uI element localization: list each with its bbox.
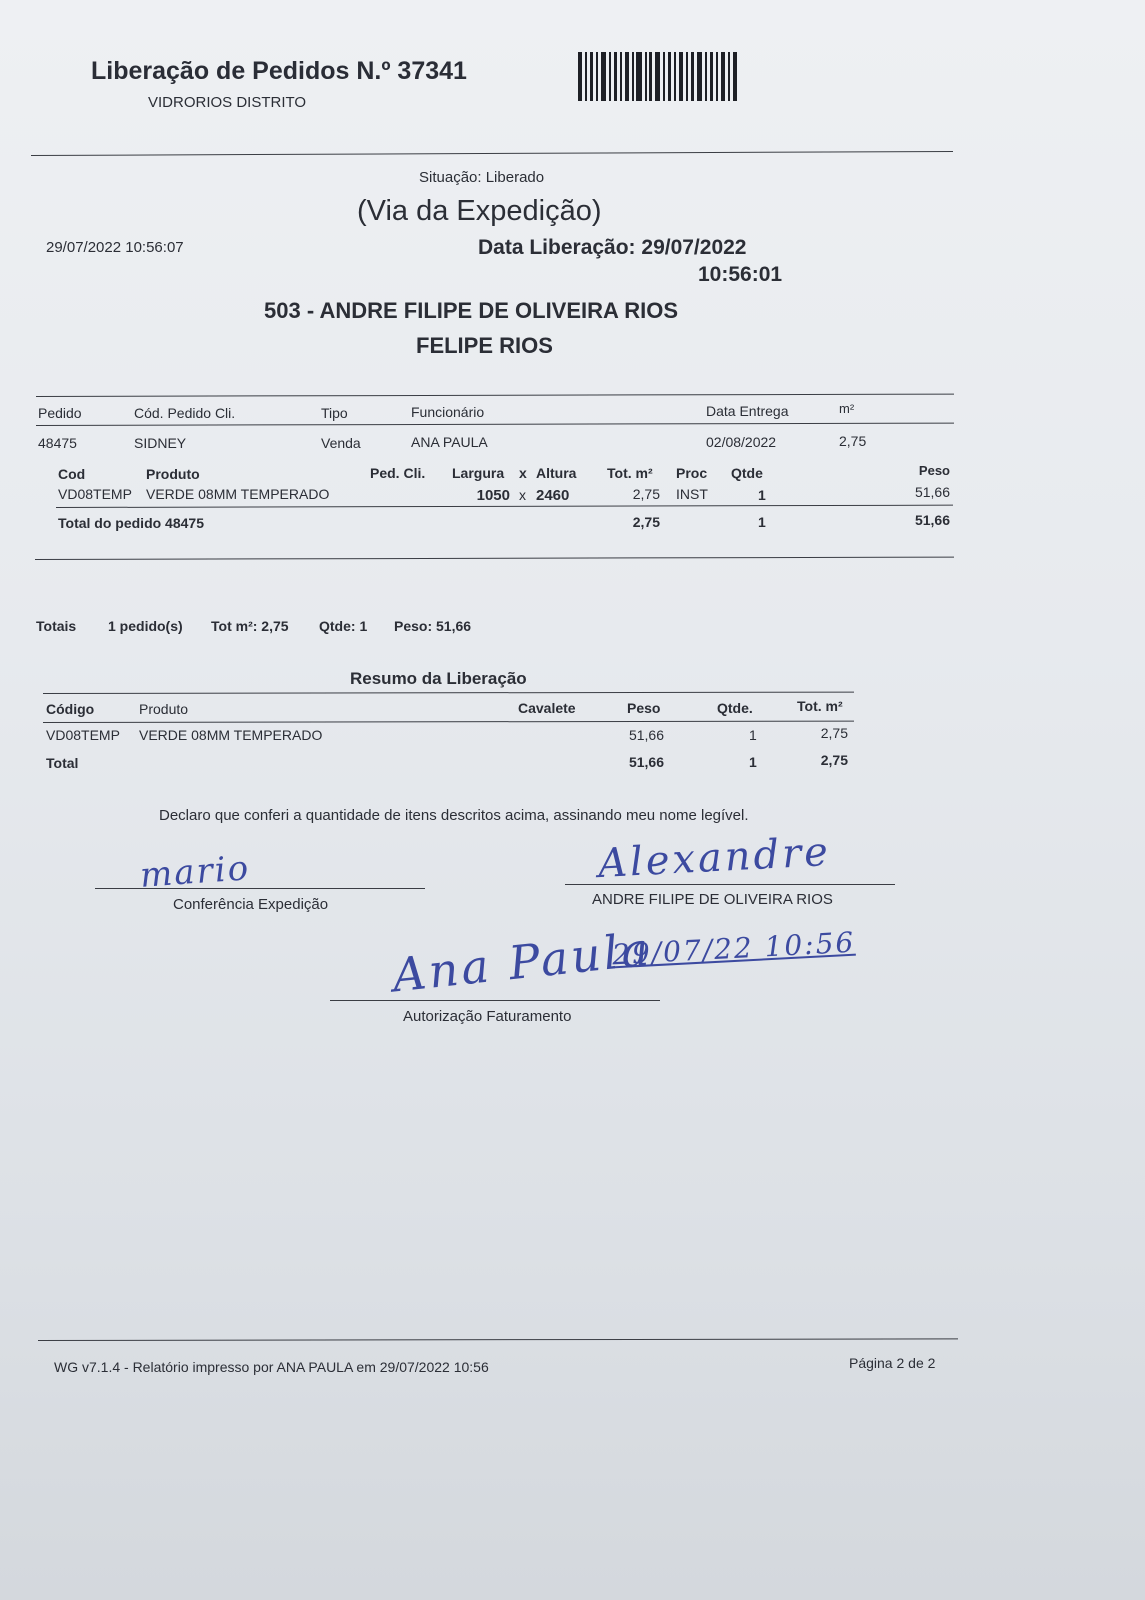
summary-produto: VERDE 08MM TEMPERADO: [139, 727, 323, 743]
summary-col-qtde: Qtde.: [717, 700, 753, 716]
col-funcionario: Funcionário: [411, 404, 485, 420]
company-name: VIDRORIOS DISTRITO: [148, 94, 307, 111]
col-pedido: Pedido: [38, 405, 82, 421]
item-largura: 1050: [476, 487, 510, 504]
autorizacao-label: Autorização Faturamento: [403, 1008, 572, 1025]
order-data-entrega-value: 02/08/2022: [706, 434, 777, 450]
order-total-m2: 2,75: [632, 514, 660, 530]
header-divider: [31, 151, 953, 156]
totals-qtde: Qtde: 1: [319, 618, 368, 634]
summary-col-cavalete: Cavalete: [518, 700, 576, 716]
item-tot-m2: 2,75: [632, 486, 660, 502]
handwritten-date: 29/07/22 10:56: [611, 925, 857, 972]
footer-printed-by: WG v7.1.4 - Relatório impresso por ANA PAULA em 29/07/2022 10:56: [54, 1359, 489, 1375]
summary-total-qtde: 1: [749, 754, 757, 770]
summary-total-tot-m2: 2,75: [820, 752, 848, 768]
client-signature: Alexandre: [596, 828, 832, 888]
print-timestamp: 29/07/2022 10:56:07: [46, 239, 184, 256]
totals-label: Totais: [36, 618, 77, 634]
totals-peso: Peso: 51,66: [394, 618, 472, 634]
order-cod-cli-value: SIDNEY: [134, 435, 187, 451]
summary-col-peso: Peso: [627, 700, 661, 716]
order-block-bottom-rule: [35, 557, 954, 560]
item-proc: INST: [676, 486, 708, 502]
col-m2: m²: [839, 401, 855, 416]
client-signature-line: [565, 884, 895, 885]
totals-m2: Tot m²: 2,75: [211, 618, 289, 634]
item-col-ped-cli: Ped. Cli.: [370, 465, 426, 481]
via-label: (Via da Expedição): [357, 195, 602, 227]
status-text: Situação: Liberado: [419, 169, 545, 186]
col-cod-pedido-cli: Cód. Pedido Cli.: [134, 405, 236, 421]
order-m2-value: 2,75: [839, 433, 867, 449]
summary-col-codigo: Código: [46, 701, 95, 717]
client-name: 503 - ANDRE FILIPE DE OLIVEIRA RIOS: [264, 298, 678, 323]
totals-pedidos: 1 pedido(s): [108, 618, 183, 634]
conferencia-signature: mario: [138, 848, 252, 896]
item-peso: 51,66: [914, 484, 950, 500]
item-col-produto: Produto: [146, 466, 200, 482]
order-table-top-rule: [36, 394, 954, 397]
summary-top-rule: [43, 692, 854, 694]
order-tipo-value: Venda: [321, 435, 361, 451]
barcode-icon: [578, 52, 738, 101]
item-qtde: 1: [758, 487, 766, 503]
release-time: 10:56:01: [698, 263, 783, 286]
footer-rule: [38, 1338, 958, 1341]
item-produto: VERDE 08MM TEMPERADO: [146, 486, 330, 502]
autorizacao-line: [330, 1000, 660, 1001]
order-funcionario-value: ANA PAULA: [411, 434, 488, 450]
summary-title: Resumo da Liberação: [350, 669, 527, 688]
item-col-x: x: [519, 465, 527, 481]
summary-total-peso: 51,66: [628, 754, 664, 770]
release-date: Data Liberação: 29/07/2022: [478, 236, 747, 259]
item-col-qtde: Qtde: [731, 465, 763, 481]
item-col-cod: Cod: [58, 466, 86, 482]
client-signature-label: ANDRE FILIPE DE OLIVEIRA RIOS: [592, 891, 833, 908]
order-total-peso: 51,66: [914, 512, 950, 528]
item-col-largura: Largura: [452, 465, 505, 481]
order-total-label: Total do pedido 48475: [58, 515, 204, 531]
summary-qtde: 1: [749, 727, 757, 743]
item-col-proc: Proc: [676, 465, 708, 481]
summary-codigo: VD08TEMP: [46, 727, 120, 743]
col-tipo: Tipo: [321, 405, 348, 421]
order-total-qtde: 1: [758, 514, 766, 530]
items-total-rule: [56, 505, 953, 508]
summary-col-tot-m2: Tot. m²: [797, 698, 843, 714]
conferencia-line: [95, 888, 425, 889]
item-x: x: [519, 487, 526, 503]
item-altura: 2460: [536, 487, 570, 504]
declaration-text: Declaro que conferi a quantidade de itens descritos acima, assinando meu nome legível.: [159, 807, 749, 824]
item-cod: VD08TEMP: [58, 486, 132, 502]
item-col-peso: Peso: [918, 463, 950, 478]
footer-page-number: Página 2 de 2: [849, 1355, 936, 1371]
summary-col-produto: Produto: [139, 701, 189, 717]
order-pedido-value: 48475: [38, 435, 77, 451]
col-data-entrega: Data Entrega: [706, 403, 789, 419]
document-title: Liberação de Pedidos N.º 37341: [91, 57, 467, 85]
summary-header-rule: [43, 721, 854, 723]
item-col-tot-m2: Tot. m²: [607, 465, 653, 481]
autorizacao-signature: Ana Paula: [389, 921, 655, 1003]
conferencia-label: Conferência Expedição: [173, 896, 329, 913]
summary-tot-m2: 2,75: [820, 725, 848, 741]
summary-peso: 51,66: [628, 727, 664, 743]
client-nickname: FELIPE RIOS: [416, 333, 553, 358]
summary-total-label: Total: [46, 755, 79, 771]
order-table-header-rule: [36, 423, 954, 426]
item-col-altura: Altura: [536, 465, 577, 481]
